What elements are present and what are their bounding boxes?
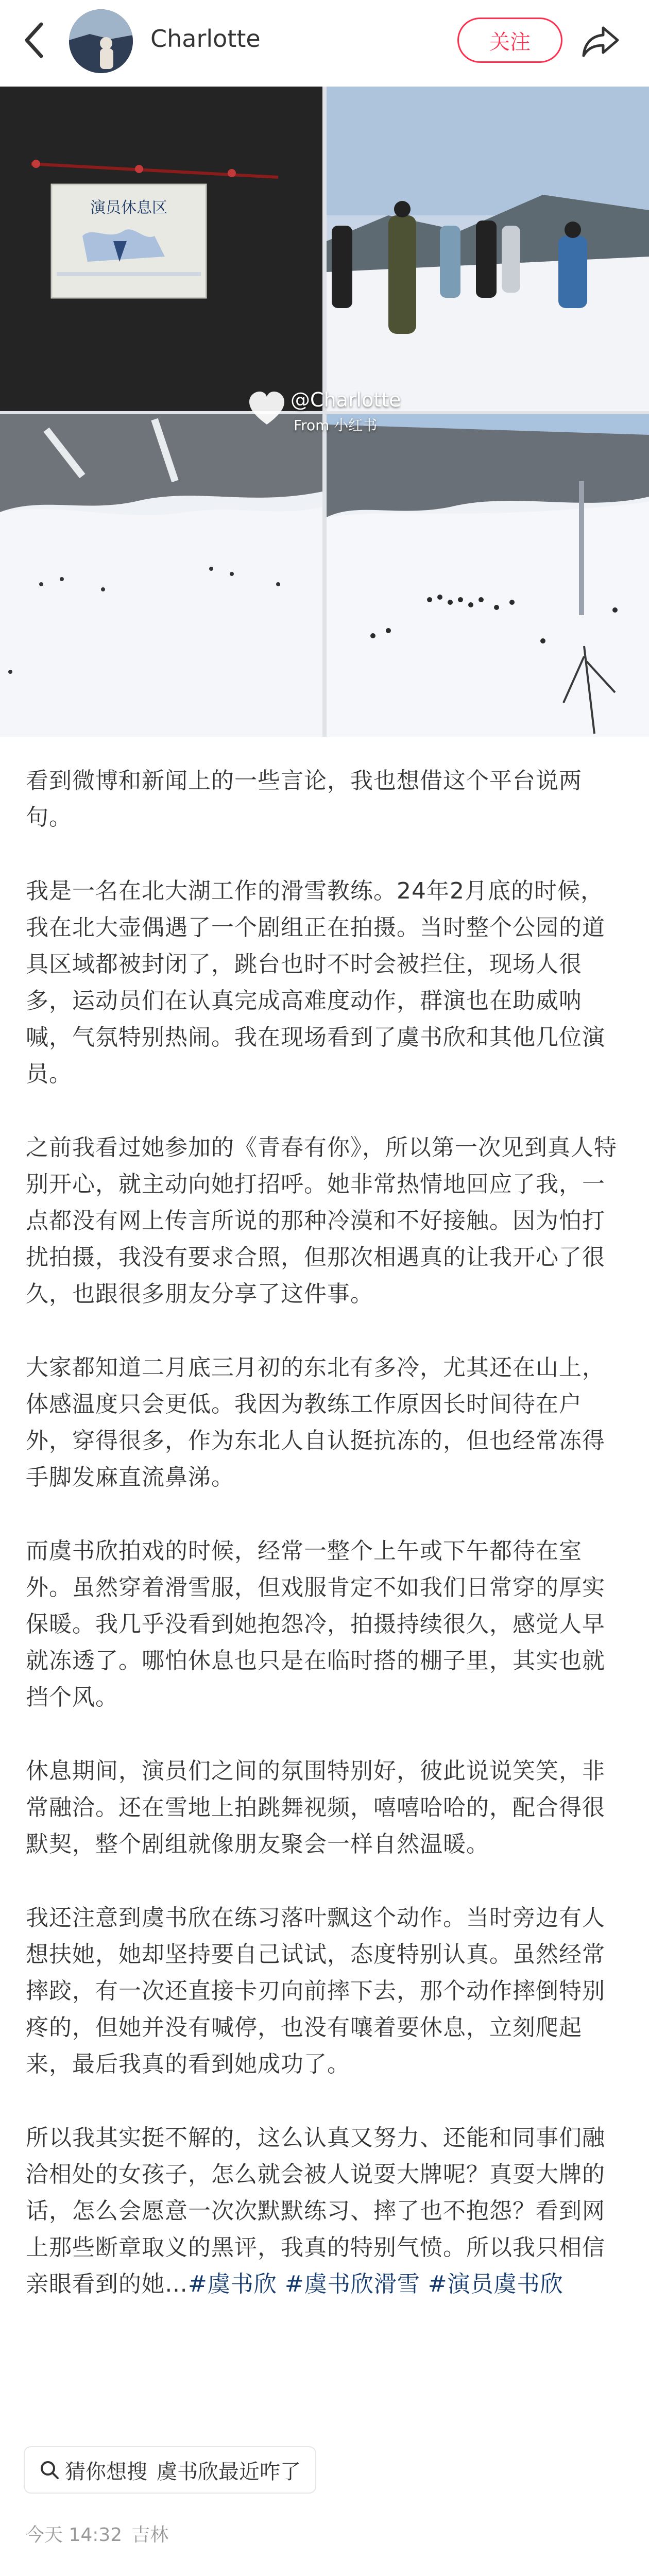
back-button[interactable] — [19, 21, 49, 60]
signboard-title: 演员休息区 — [90, 199, 167, 217]
hashtag[interactable]: #虞书欣 — [188, 2271, 277, 2297]
back-arrow-icon — [24, 22, 44, 58]
post-image[interactable] — [0, 87, 649, 737]
post-paragraph: 大家都知道二月底三月初的东北有多冷，尤其还在山上，体感温度只会更低。我因为教练工作原因长时间待在户外，穿得很多，作为东北人自认挺抗冻的，但也经常冻得手脚发麻直流鼻涕。 — [26, 1354, 605, 1490]
post-paragraph: 之前我看过她参加的《青春有你》，所以第一次见到真人特别开心，就主动向她打招呼。她非常热情地回应了我，一点都没有网上传言所说的那种冷漠和不好接触。因为怕打扰拍摄，我没有要求合照，但那次相遇真的让我开心了很久，也跟很多朋友分享了这件事。 — [26, 1134, 617, 1307]
share-button[interactable] — [579, 20, 622, 63]
search-icon — [39, 2460, 60, 2480]
watermark-source: From 小红书 — [294, 417, 378, 434]
guess-search-keyword[interactable]: 虞书欣最近咋了 — [157, 2460, 301, 2484]
share-icon — [582, 25, 620, 58]
last-paragraph-text: 所以我其实挺不解的，这么认真又努力、还能和同事们融洽相处的女孩子，怎么就会被人说耍大牌呢？真耍大牌的话，怎么会愿意一次次默默练习、摔了也不抱怨？看到网上那些断章取义的黑评，我真的特别气愤。所以我只相信亲眼看到的她… — [26, 2125, 605, 2297]
post-body — [26, 762, 623, 2302]
photo-rest-area-sign — [0, 87, 322, 411]
hashtag[interactable]: #演员虞书欣 — [428, 2271, 563, 2297]
post-meta — [26, 2520, 178, 2547]
xiaohongshu-logo-icon — [245, 386, 288, 430]
post-paragraph: 而虞书欣拍戏的时候，经常一整个上午或下午都待在室外。虽然穿着滑雪服，但戏服肯定不如我们日常穿的厚实保暖。我几乎没看到她抱怨冷，拍摄持续很久，感觉人早就冻透了。哪怕休息也只是在临时搭的棚子里，其实也就挡个风。 — [26, 1538, 605, 1710]
post-time: 今天 14:32 — [26, 2524, 123, 2546]
photo-ski-slope-right — [327, 414, 649, 737]
post-paragraph: 我还注意到虞书欣在练习落叶飘这个动作。当时旁边有人想扶她，她却坚持要自己试试，态度特别认真。虽然经常摔跤，有一次还直接卡刃向前摔下去，那个动作摔倒特别疼的，但她并没有喊停，也没有嚷着要休息，立刻爬起来，最后我真的看到她成功了。 — [26, 1905, 605, 2077]
top-bar — [0, 0, 649, 87]
guess-search-chip[interactable] — [24, 2446, 316, 2494]
watermark-handle: @Charlotte — [291, 388, 401, 411]
post-paragraph: 休息期间，演员们之间的氛围特别好，彼此说说笑笑，非常融洽。还在雪地上拍跳舞视频，嘻嘻哈哈的，配合得很默契，整个剧组就像朋友聚会一样自然温暖。 — [26, 1758, 605, 1857]
photo-people-on-slope — [327, 87, 649, 411]
hashtag[interactable]: #虞书欣滑雪 — [284, 2271, 420, 2297]
guess-search-label: 猜你想搜 — [65, 2460, 147, 2484]
author-name[interactable]: Charlotte — [150, 25, 261, 53]
watermark — [244, 382, 409, 439]
post-paragraph: 看到微博和新闻上的一些言论，我也想借这个平台说两句。 — [26, 768, 582, 831]
post-location: 吉林 — [131, 2524, 169, 2546]
follow-button[interactable]: 关注 — [457, 18, 562, 63]
post-paragraph: 我是一名在北大湖工作的滑雪教练。24年2月底的时候，我在北大壶偶遇了一个剧组正在拍摄。当时整个公园的道具区域都被封闭了，跳台也时不时会被拦住，现场人很多，运动员们在认真完成高难度动作，群演也在助威呐喊，气氛特别热闹。我在现场看到了虞书欣和其他几位演员。 — [26, 878, 605, 1087]
photo-ski-slope-left — [0, 414, 322, 737]
author-avatar[interactable] — [69, 9, 133, 73]
post-paragraph-last — [26, 2120, 623, 2302]
